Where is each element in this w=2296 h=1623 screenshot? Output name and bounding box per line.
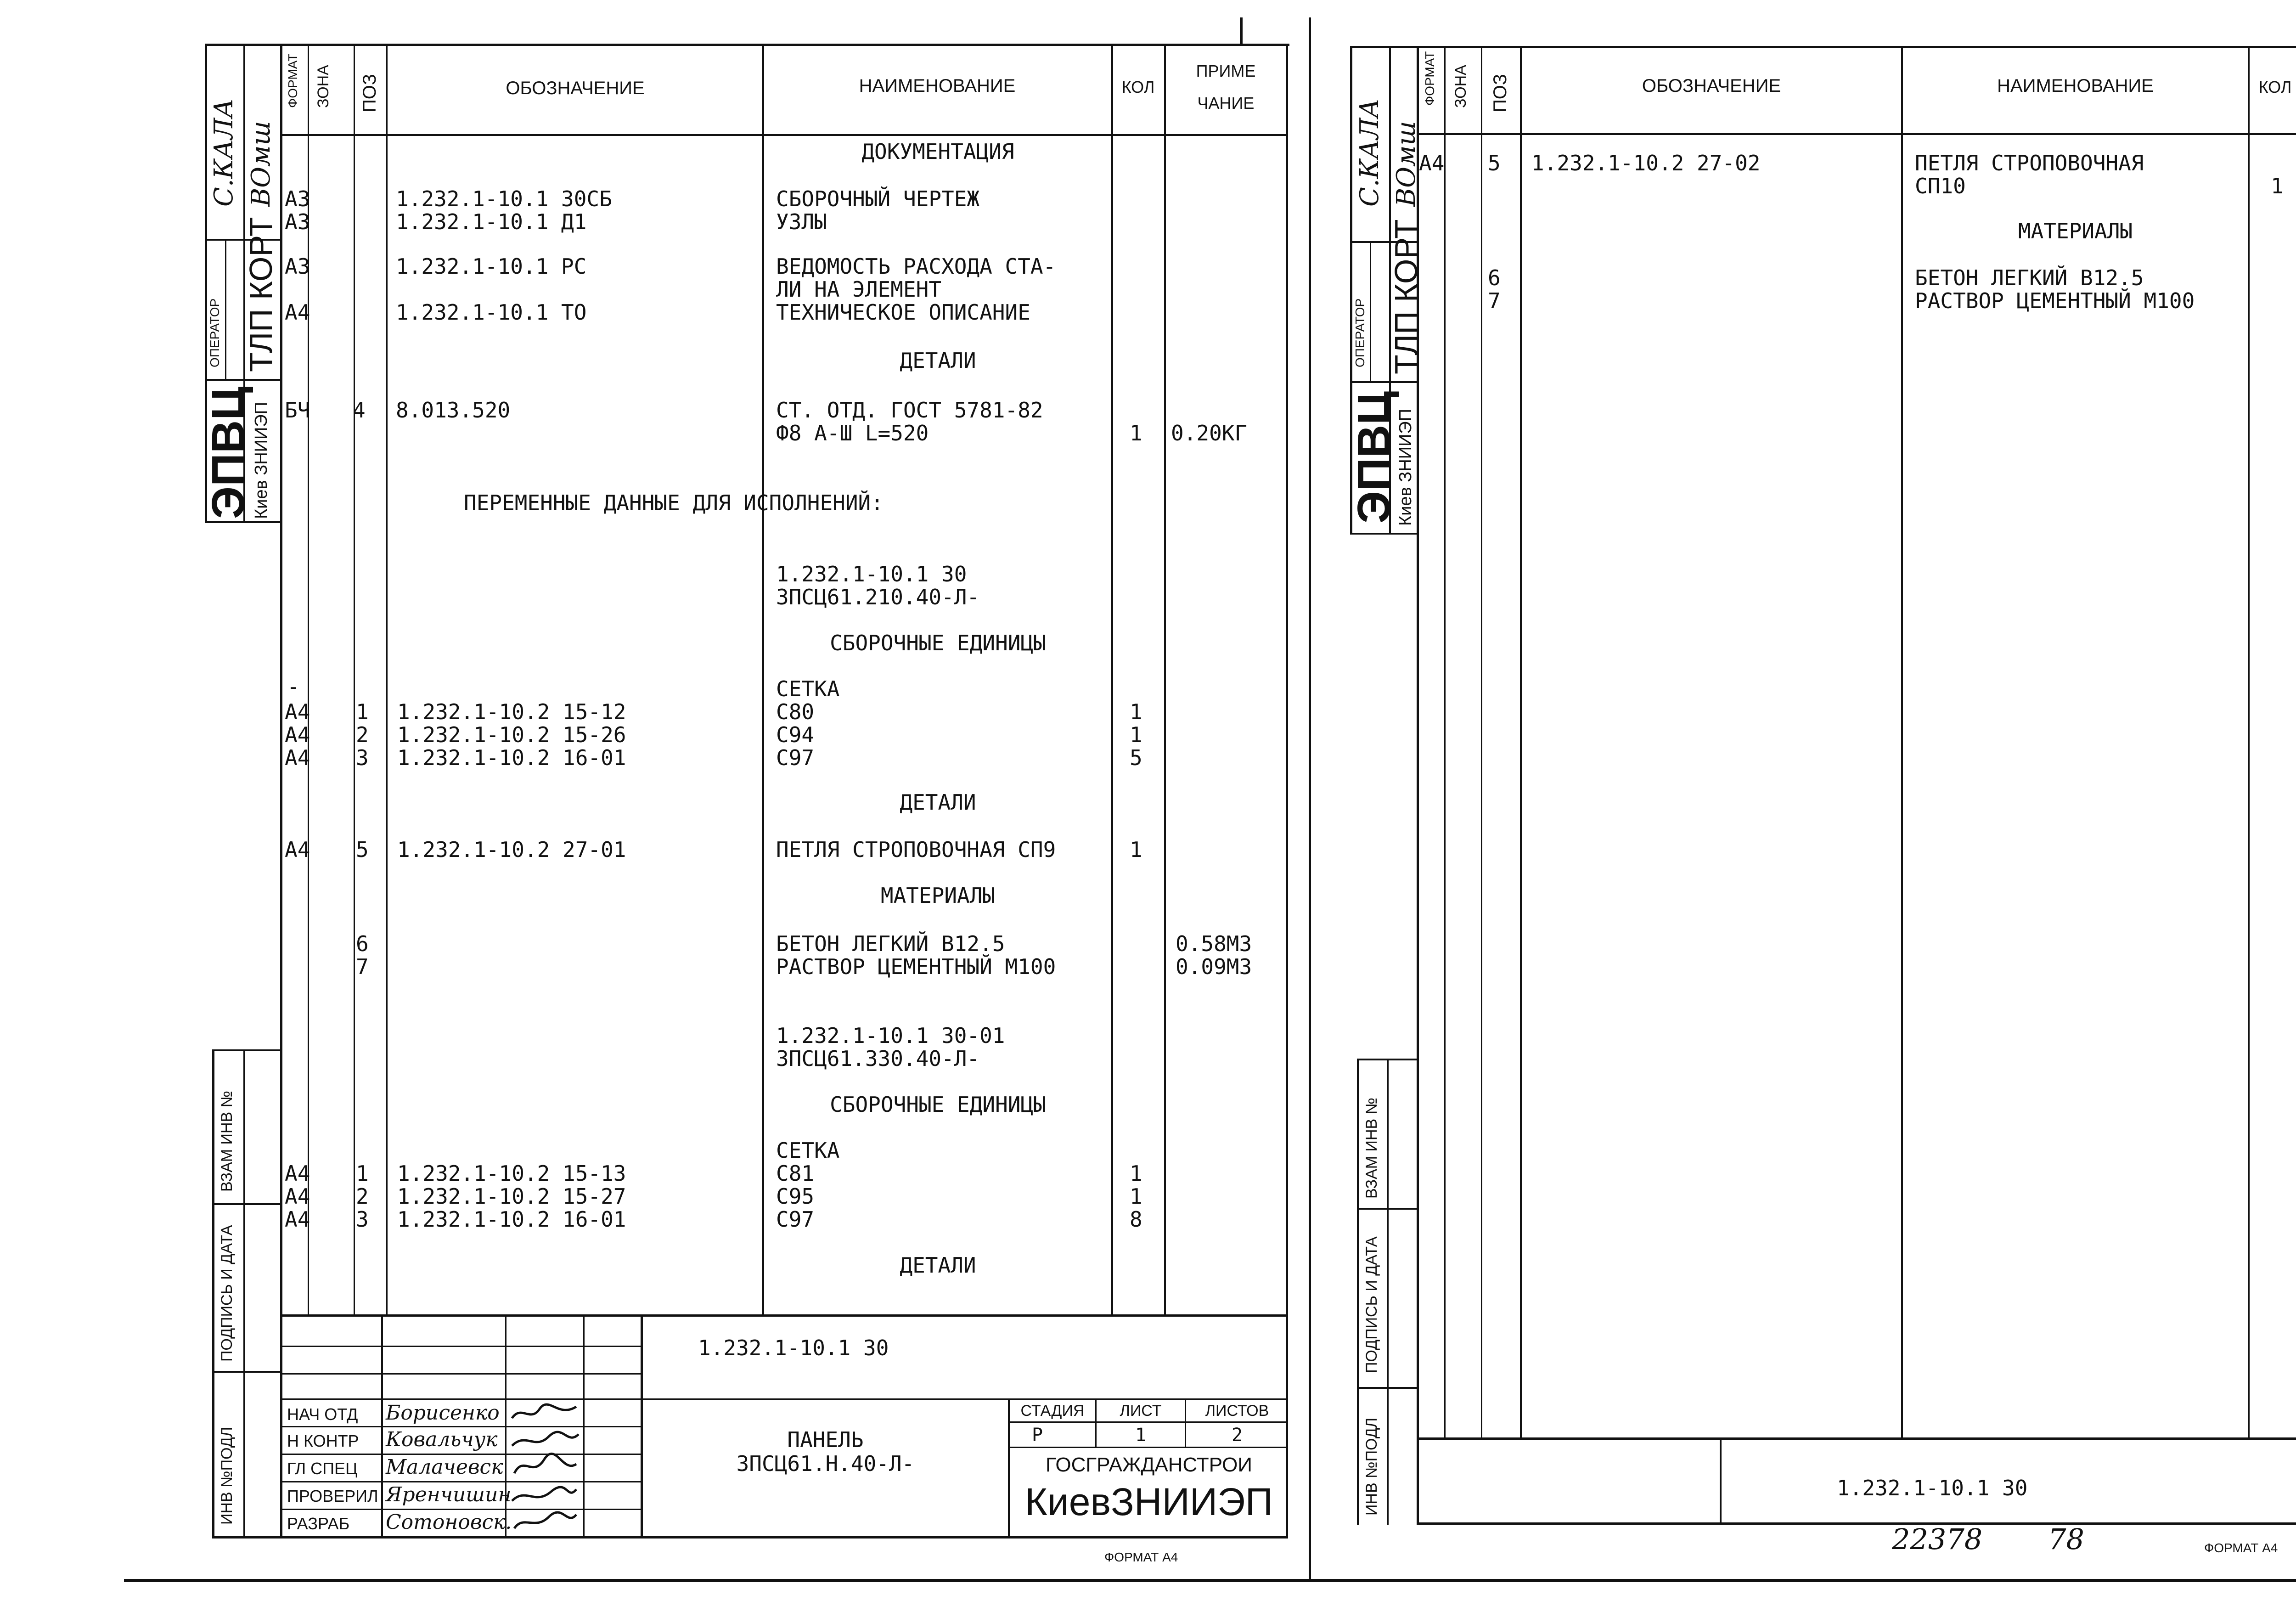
podpis-label: ПОДПИСЬ И ДАТА bbox=[1363, 1236, 1380, 1373]
name-cell: С97 bbox=[776, 745, 815, 770]
name-cell: С97 bbox=[776, 1207, 815, 1232]
org-gosgrazhdanstroi: ГОСГРАЖДАНСТРОИ bbox=[1046, 1454, 1252, 1476]
role-label: Н КОНТР bbox=[287, 1431, 359, 1450]
designation-cell: 1.232.1-10.2 16-01 bbox=[397, 745, 626, 770]
pos-cell: 5 bbox=[356, 837, 369, 862]
format-cell: А4 bbox=[285, 699, 310, 724]
variable-data-heading: ПЕРЕМЕННЫЕ ДАННЫЕ ДЛЯ ИСПОЛНЕНИЙ: bbox=[464, 490, 884, 515]
name-cell: СБОРОЧНЫЙ ЧЕРТЕЖ bbox=[776, 186, 980, 211]
inv-label: ИНВ №ПОДЛ bbox=[218, 1426, 236, 1525]
designation-header: ОБОЗНАЧЕНИЕ bbox=[1642, 76, 1781, 96]
evc-label: ЭПВЦ bbox=[203, 386, 254, 519]
name-cell: С81 bbox=[776, 1161, 815, 1186]
copied-signature: С.КАЛА bbox=[209, 98, 239, 207]
designation-cell: 1.232.1-10.2 15-13 bbox=[397, 1161, 626, 1186]
evc-label: ЭПВЦ bbox=[1348, 391, 1400, 524]
format-cell: А3 bbox=[285, 186, 310, 211]
pos-header: ПОЗ bbox=[360, 73, 380, 113]
format-cell: А4 bbox=[285, 1207, 310, 1232]
pos-cell: 5 bbox=[1488, 151, 1501, 175]
qty-header: КОЛ bbox=[1121, 78, 1155, 96]
format-label: ФОРМАТ А4 bbox=[1104, 1550, 1178, 1564]
name-cell: СП10 bbox=[1915, 174, 1966, 198]
name-cell: 3ПСЦ61.210.40-Л- bbox=[776, 585, 980, 609]
person-name: Борисенко bbox=[386, 1401, 500, 1425]
pos-cell: 6 bbox=[356, 931, 369, 956]
format-cell: А4 bbox=[285, 745, 310, 770]
section-heading: МАТЕРИАЛЫ bbox=[880, 883, 996, 908]
operator-label: ОПЕРАТОР bbox=[1353, 298, 1367, 367]
name-cell: 3ПСЦ61.330.40-Л- bbox=[776, 1046, 980, 1071]
operator-value: ТЛП КОРТ bbox=[243, 217, 279, 372]
sheets-label: ЛИСТОВ bbox=[1205, 1402, 1269, 1420]
note-cell: 0.58М3 bbox=[1176, 931, 1252, 956]
section-heading: МАТЕРИАЛЫ bbox=[2018, 219, 2133, 243]
name-cell: 1.232.1-10.1 30-01 bbox=[776, 1023, 1005, 1048]
name-cell: СЕТКА bbox=[776, 1138, 840, 1163]
podpis-label: ПОДПИСЬ И ДАТА bbox=[218, 1225, 236, 1362]
name-header: НАИМЕНОВАНИЕ bbox=[1997, 76, 2154, 96]
name-cell: РАСТВОР ЦЕМЕНТНЫЙ М100 bbox=[776, 954, 1056, 979]
qty-header: КОЛ bbox=[2258, 78, 2292, 96]
format-cell: А4 bbox=[285, 722, 310, 747]
qty-cell: 1 bbox=[1130, 722, 1142, 747]
format-cell: А4 bbox=[285, 1161, 310, 1186]
name-cell: ПЕТЛЯ СТРОПОВОЧНАЯ bbox=[1915, 151, 2144, 175]
pos-cell: 1 bbox=[356, 699, 369, 724]
section-heading: ДЕТАЛИ bbox=[900, 348, 976, 373]
format-cell: А4 bbox=[1419, 151, 1445, 175]
org-kievzniiep: КиевЗНИИЭП bbox=[1024, 1480, 1273, 1523]
panel-title-code: 3ПСЦ61.Н.40-Л- bbox=[736, 1451, 915, 1476]
person-name: Малачевск bbox=[386, 1455, 503, 1479]
role-label: ПРОВЕРИЛ bbox=[287, 1487, 378, 1505]
name-cell: Ф8 А-Ш L=520 bbox=[776, 421, 929, 445]
qty-cell: 1 bbox=[1130, 1161, 1142, 1186]
format-cell: А4 bbox=[285, 300, 310, 325]
designation-cell: 1.232.1-10.2 27-02 bbox=[1531, 151, 1761, 175]
designation-header: ОБОЗНАЧЕНИЕ bbox=[506, 78, 645, 98]
note-cell: 0.09М3 bbox=[1176, 954, 1252, 979]
name-cell: ЛИ НА ЭЛЕМЕНТ bbox=[776, 277, 942, 302]
handwritten-number: 22378 bbox=[1892, 1522, 1983, 1556]
name-cell: ПЕТЛЯ СТРОПОВОЧНАЯ СП9 bbox=[776, 837, 1056, 862]
pos-cell: 7 bbox=[1488, 288, 1501, 313]
designation-cell: 1.232.1-10.2 15-27 bbox=[397, 1184, 626, 1209]
name-cell: С94 bbox=[776, 722, 815, 747]
stage-label: СТАДИЯ bbox=[1020, 1402, 1085, 1420]
person-name: Яренчишин bbox=[386, 1483, 512, 1506]
stage-value: Р bbox=[1031, 1425, 1043, 1446]
format-header: ФОРМАТ bbox=[286, 53, 300, 108]
pos-cell: 3 bbox=[356, 1207, 369, 1232]
signatures bbox=[507, 1400, 583, 1537]
designation-cell: 1.232.1-10.1 30СБ bbox=[396, 186, 612, 211]
name-cell: ТЕХНИЧЕСКОЕ ОПИСАНИЕ bbox=[776, 300, 1030, 325]
format-label: ФОРМАТ А4 bbox=[2204, 1541, 2278, 1555]
operator-label: ОПЕРАТОР bbox=[208, 298, 222, 367]
name-cell: СЕТКА bbox=[776, 676, 840, 701]
name-cell: 1.232.1-10.1 30 bbox=[776, 562, 967, 586]
name-cell: ВЕДОМОСТЬ РАСХОДА СТА- bbox=[776, 254, 1056, 279]
pos-cell: 6 bbox=[1488, 265, 1501, 290]
bottom-border bbox=[124, 1579, 2296, 1582]
checked-signature: ВОмш bbox=[1391, 121, 1421, 207]
qty-cell: 1 bbox=[1130, 421, 1142, 445]
name-cell: С95 bbox=[776, 1184, 815, 1209]
note-cell: 0.20КГ bbox=[1171, 421, 1248, 445]
fold-mark bbox=[1240, 17, 1243, 45]
role-label: РАЗРАБ bbox=[287, 1514, 350, 1533]
pos-header: ПОЗ bbox=[1490, 73, 1510, 113]
sheet-label: ЛИСТ bbox=[1120, 1402, 1162, 1420]
designation-cell: 1.232.1-10.2 15-26 bbox=[397, 722, 626, 747]
format-cell: А3 bbox=[285, 254, 310, 279]
designation-cell: 1.232.1-10.1 Д1 bbox=[396, 209, 587, 234]
section-heading: СБОРОЧНЫЕ ЕДИНИЦЫ bbox=[830, 631, 1046, 655]
format-cell: А4 bbox=[285, 837, 310, 862]
qty-cell: 1 bbox=[1130, 1184, 1142, 1209]
note-header-line1: ПРИМЕ bbox=[1196, 62, 1256, 80]
pos-cell: 2 bbox=[356, 722, 369, 747]
checked-signature: ВОмш bbox=[246, 121, 276, 207]
format-cell: БЧ bbox=[285, 398, 310, 423]
document-code: 1.232.1-10.1 30 bbox=[1837, 1476, 2028, 1500]
role-label: ГЛ СПЕЦ bbox=[287, 1459, 358, 1478]
pos-cell: 3 bbox=[356, 745, 369, 770]
person-name: Сотоновск. bbox=[386, 1510, 512, 1534]
pos-cell: 7 bbox=[356, 954, 369, 979]
qty-cell: 5 bbox=[1130, 745, 1142, 770]
name-cell: СТ. ОТД. ГОСТ 5781-82 bbox=[776, 398, 1043, 423]
designation-cell: 8.013.520 bbox=[396, 398, 511, 423]
zone-header: ЗОНА bbox=[315, 65, 332, 108]
panel-title: ПАНЕЛЬ bbox=[787, 1427, 864, 1452]
section-heading: ДЕТАЛИ bbox=[900, 790, 976, 815]
designation-cell: 1.232.1-10.1 ТО bbox=[396, 300, 587, 325]
format-cell: - bbox=[287, 674, 300, 699]
pos-cell: 2 bbox=[356, 1184, 369, 1209]
name-cell: БЕТОН ЛЕГКИЙ В12.5 bbox=[776, 931, 1005, 956]
zone-header: ЗОНА bbox=[1452, 65, 1469, 108]
name-cell: С80 bbox=[776, 699, 815, 724]
section-heading: СБОРОЧНЫЕ ЕДИНИЦЫ bbox=[830, 1092, 1046, 1117]
pos-cell: 4 bbox=[353, 398, 366, 423]
vzam-label: ВЗАМ ИНВ № bbox=[1363, 1097, 1380, 1199]
pos-cell: 1 bbox=[356, 1161, 369, 1186]
designation-cell: 1.232.1-10.2 15-12 bbox=[397, 699, 626, 724]
name-cell: БЕТОН ЛЕГКИЙ В12.5 bbox=[1915, 265, 2144, 290]
qty-cell: 1 bbox=[1130, 699, 1142, 724]
role-label: НАЧ ОТД bbox=[287, 1405, 358, 1424]
name-cell: РАСТВОР ЦЕМЕНТНЫЙ М100 bbox=[1915, 288, 2195, 313]
name-header: НАИМЕНОВАНИЕ bbox=[859, 76, 1016, 96]
section-heading: ДОКУМЕНТАЦИЯ bbox=[861, 139, 1014, 164]
document-code: 1.232.1-10.1 30 bbox=[698, 1336, 889, 1360]
section-heading: ДЕТАЛИ bbox=[900, 1253, 976, 1278]
format-cell: А4 bbox=[285, 1184, 310, 1209]
sheets-value: 2 bbox=[1231, 1425, 1243, 1446]
qty-cell: 1 bbox=[2271, 174, 2284, 198]
designation-cell: 1.232.1-10.1 РС bbox=[396, 254, 587, 279]
inv-label: ИНВ №ПОДЛ bbox=[1363, 1417, 1380, 1516]
sheet-value: 1 bbox=[1135, 1425, 1147, 1446]
name-cell: УЗЛЫ bbox=[776, 209, 827, 234]
vzam-label: ВЗАМ ИНВ № bbox=[218, 1090, 236, 1192]
person-name: Ковальчук bbox=[386, 1428, 498, 1451]
qty-cell: 8 bbox=[1130, 1207, 1142, 1232]
copied-signature: С.КАЛА bbox=[1355, 98, 1384, 207]
org-label: Киев ЗНИИЭП bbox=[252, 402, 271, 519]
center-divider bbox=[1309, 17, 1311, 1579]
format-cell: А3 bbox=[285, 209, 310, 234]
handwritten-number: 78 bbox=[2048, 1522, 2084, 1556]
org-label: Киев ЗНИИЭП bbox=[1396, 409, 1415, 526]
qty-cell: 1 bbox=[1130, 837, 1142, 862]
format-header: ФОРМАТ bbox=[1423, 51, 1437, 106]
note-header-line2: ЧАНИЕ bbox=[1197, 94, 1255, 113]
operator-value: ТЛП КОРТ bbox=[1388, 219, 1424, 374]
designation-cell: 1.232.1-10.2 16-01 bbox=[397, 1207, 626, 1232]
designation-cell: 1.232.1-10.2 27-01 bbox=[397, 837, 626, 862]
